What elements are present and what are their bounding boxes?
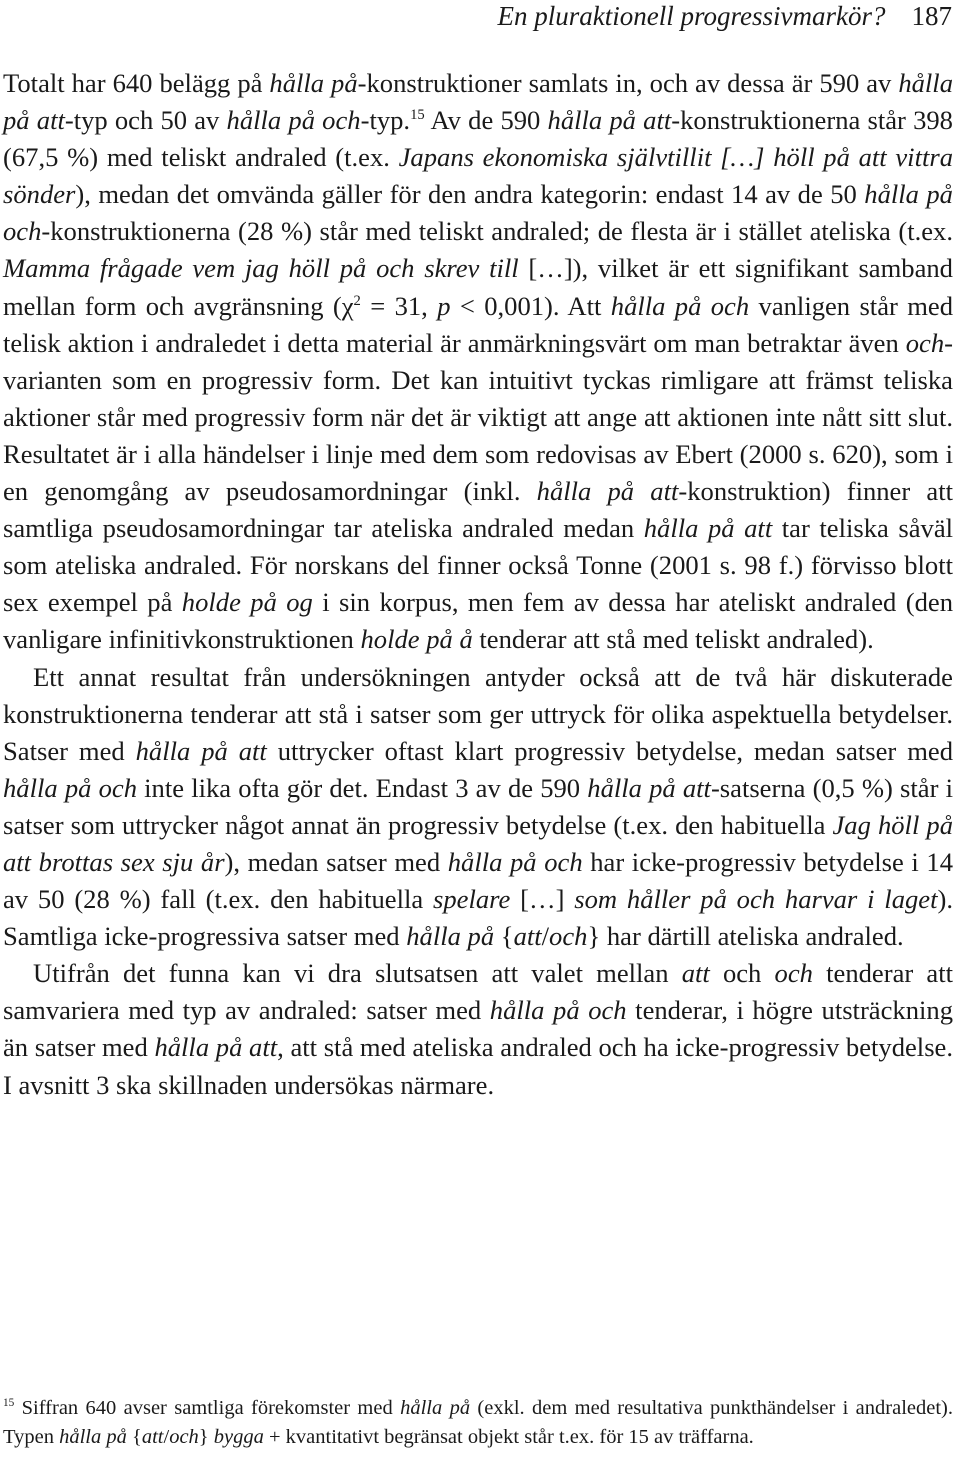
italic-run: Japans ekonomiska självtillit […] höll på att vittra sönder: [3, 142, 953, 210]
superscript: 15: [410, 107, 425, 124]
text-run: ). Samtliga icke-progressiva satser med: [3, 884, 953, 952]
italic-run: hålla på att: [587, 772, 711, 803]
text-run: ), medan satser med: [224, 846, 448, 877]
text-run: -typ.: [360, 105, 411, 136]
italic-run: hålla på och: [3, 772, 137, 803]
text-run: och: [709, 958, 775, 989]
footnote-number: 15: [3, 1397, 15, 1410]
text-run: -satserna (0,5 %) står i satser som uttrycker något annat än progressiv betydelse (t.ex. den habituella: [3, 772, 953, 840]
text-run: Siffran 640 avser samtliga förekomster med: [14, 1397, 401, 1419]
italic-run: och: [549, 921, 588, 952]
text-run: Ett annat resultat från undersökningen antyder också att de två här diskuterade konstruktionerna tenderar att stå i satser som ger uttryck för olika aspektuella betydelser. Satser med: [3, 661, 953, 766]
italic-run: Mamma frågade vem jag höll på och skrev till: [3, 253, 519, 284]
italic-run: hålla på att: [3, 68, 953, 136]
text-run: vanligen står med telisk aktion i andraledet i detta material är anmärkningsvärt om man betraktar även: [3, 290, 954, 358]
running-header: [0, 0, 952, 40]
italic-run: hålla på och: [447, 846, 583, 877]
text-run: {: [126, 1425, 142, 1448]
italic-run: och: [774, 958, 813, 989]
text-run: /: [163, 1425, 170, 1448]
italic-run: hålla på och: [610, 290, 750, 321]
text-run: -typ och 50 av: [64, 105, 227, 136]
text-run: tar teliska såväl som ateliska andraled. För norskans del finner också Tonne (2001 s. 98 f.) förvisso blott sex exempel på: [3, 513, 954, 618]
text-run: } har därtill ateliska andraled.: [587, 921, 904, 952]
footnote: [3, 1394, 953, 1451]
text-run: = 31,: [360, 290, 438, 321]
text-run: -varianten som en progressiv form. Det kan intuitivt tyckas rimligare att främst teliska aktioner står med progressiv form när det är viktigt att ange att aktionen inte nått sitt slut. Resultatet är i alla händelser i linje med dem som redovisas av Ebert (2000 s. 620), som i en genomgång av pseudosamordningar (inkl.: [3, 327, 953, 507]
text-run: ), medan det omvända gäller för den andra kategorin: endast 14 av de 50: [75, 179, 865, 210]
text-run: tenderar att stå med teliskt andraled).: [472, 624, 874, 655]
text-run: -konstruktionerna står 398 (67,5 %) med teliskt andraled (t.ex.: [3, 105, 953, 173]
paragraph-3: [3, 955, 953, 1103]
italic-run: p: [437, 290, 451, 321]
footnote-body: [3, 1397, 953, 1448]
italic-run: hålla på att: [536, 476, 679, 507]
italic-run: att: [513, 921, 542, 952]
italic-run: hålla på och: [226, 105, 361, 136]
superscript: 2: [353, 292, 361, 309]
text-run: har icke-progressiv betydelse i 14 av 50 (28 %) fall (t.ex. den habituella: [3, 846, 953, 915]
italic-run: hålla på och: [489, 995, 627, 1026]
text-run: -konstruktioner samlats in, och av dessa är 590 av: [357, 68, 899, 98]
text-run: inte lika ofta gör det. Endast 3 av de 590: [137, 772, 588, 803]
italic-run: holde på og: [181, 587, 313, 618]
page-number: 187: [911, 1, 952, 31]
text-run: […]), vilket är ett signifikant samband mellan form och avgränsning (χ: [3, 253, 953, 321]
text-run: }: [198, 1425, 214, 1448]
italic-run: holde på å: [360, 624, 473, 655]
text-run: Av de 590: [424, 105, 548, 136]
italic-run: hålla på: [406, 921, 495, 952]
italic-run: hålla på: [400, 1397, 471, 1419]
text-run: Utifrån det funna kan vi dra slutsatsen att valet mellan: [33, 958, 682, 989]
footnote-text: [3, 1394, 953, 1451]
text-run: (exkl. dem med resultativa punkthändelser i andraledet). Typen: [3, 1397, 953, 1448]
italic-run: att: [141, 1425, 164, 1448]
italic-run: och: [905, 327, 945, 358]
italic-run: hålla på och: [3, 179, 953, 247]
text-run: tenderar att samvariera med typ av andraled: satser med: [3, 958, 953, 1026]
italic-run: hålla på: [59, 1425, 127, 1448]
italic-run: bygga: [213, 1425, 264, 1448]
text-run: tenderar, i högre utsträckning än satser med: [3, 995, 953, 1063]
text-run: i sin korpus, men fem av dessa har ateliskt andraled (den vanligare infinitivkonstruktionen: [3, 587, 953, 655]
italic-run: hålla på att: [643, 513, 773, 544]
italic-run: hålla på: [269, 68, 358, 98]
body-text: [3, 65, 953, 1104]
italic-run: Jag höll på att brottas sex sju år: [3, 809, 953, 877]
text-run: {: [494, 921, 514, 952]
paragraph-1: [3, 65, 953, 659]
text-run: < 0,001). Att: [450, 290, 611, 321]
italic-run: att: [681, 958, 710, 989]
text-run: , att stå med ateliska andraled och ha icke-progressiv betydelse. I avsnitt 3 ska skillnaden undersökas närmare.: [3, 1032, 953, 1100]
text-run: […]: [510, 884, 575, 915]
italic-run: och: [169, 1425, 199, 1448]
text-run: -konstruktion) finner att samtliga pseudosamordningar tar ateliska andraled medan: [3, 476, 953, 544]
italic-run: hålla på att: [135, 735, 267, 766]
text-run: uttrycker oftast klart progressiv betydelse, medan satser med: [266, 735, 953, 766]
text-run: /: [541, 921, 550, 952]
italic-run: hålla på att: [154, 1032, 278, 1063]
italic-run: hålla på att: [547, 105, 672, 136]
italic-run: spelare: [433, 884, 511, 915]
italic-run: som håller på och harvar i laget: [574, 884, 938, 915]
paragraph-2: [3, 659, 953, 956]
text-run: -konstruktionerna (28 %) står med teliskt andraled; de flesta är i stället ateliska (t.ex.: [41, 216, 953, 247]
text-run: Totalt har 640 belägg på: [3, 68, 270, 98]
text-run: + kvantitativt begränsat objekt står t.ex. för 15 av träffarna.: [263, 1425, 754, 1448]
running-title: En pluraktionell progressivmarkör?: [497, 1, 886, 31]
